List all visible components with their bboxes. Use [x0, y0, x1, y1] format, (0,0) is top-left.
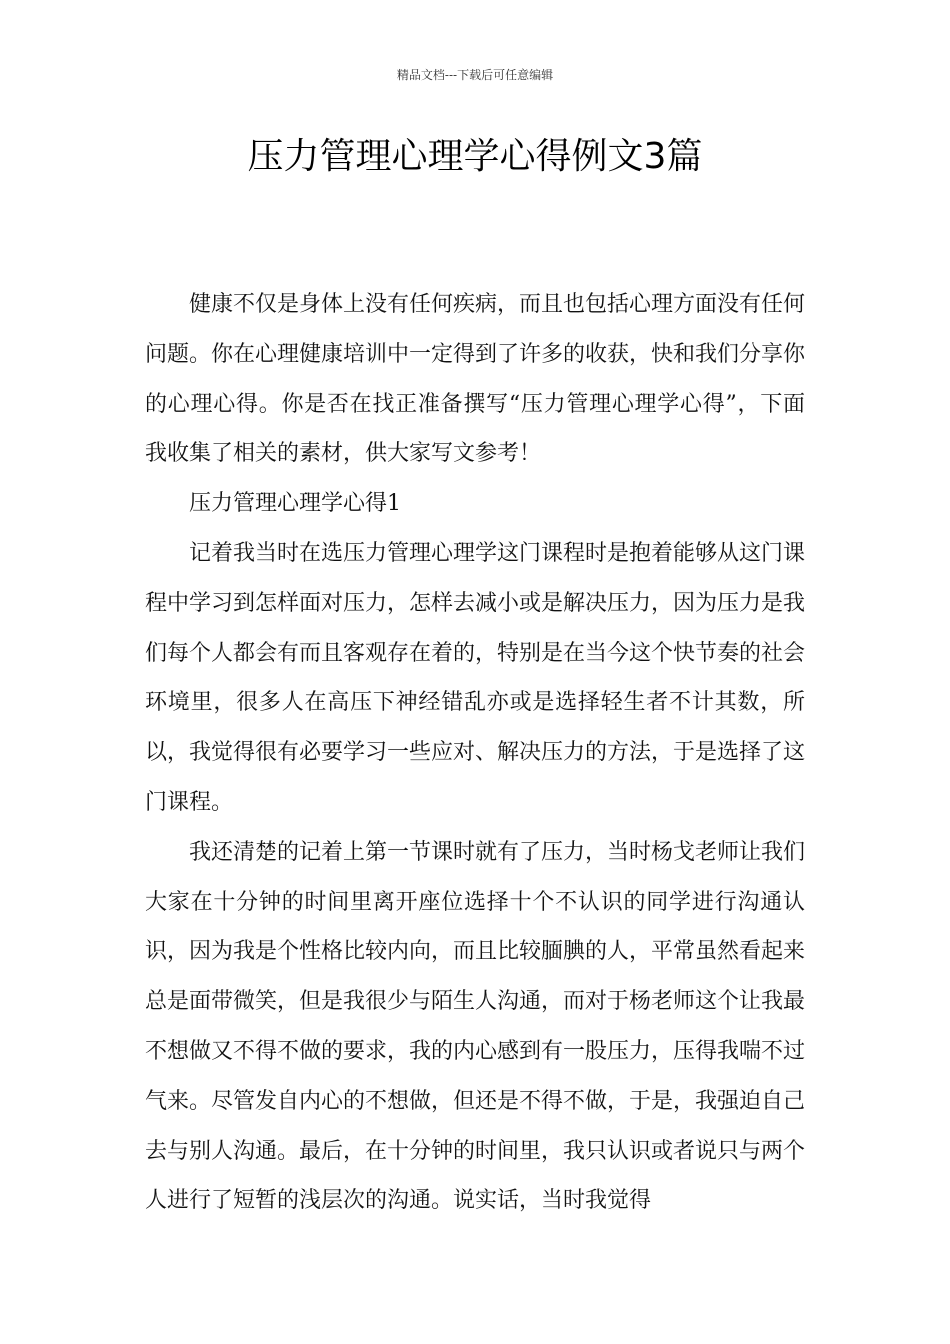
body-paragraph-2: 我还清楚的记着上第一节课时就有了压力，当时杨戈老师让我们大家在十分钟的时间里离开座位选择十个不认识的同学进行沟通认识，因为我是个性格比较内向，而且比较腼腆的人，平常虽然看起来总是面带微笑，但是我很少与陌生人沟通，而对于杨老师这个让我最不想做又不得不做的要求，我的内心感到有一股压力，压得我喘不过气来。尽管发自内心的不想做，但还是不得不做，于是，我强迫自己去与别人沟通。最后，在十分钟的时间里，我只认识或者说只与两个人进行了短暂的浅层次的沟通。说实话，当时我觉得 — [145, 839, 806, 1214]
intro-paragraph: 健康不仅是身体上没有任何疾病，而且也包括心理方面没有任何问题。你在心理健康培训中一定得到了许多的收获，快和我们分享你的心理心得。你是否在找正准备撰写“压力管理心理学心得”，下面我收集了相关的素材，供大家写文参考！ — [145, 292, 806, 467]
header-note: 精品文档---下载后可任意编辑 — [396, 68, 554, 82]
body-paragraph-1: 记着我当时在选压力管理心理学这门课程时是抱着能够从这门课程中学习到怎样面对压力，怎样去减小或是解决压力，因为压力是我们每个人都会有而且客观存在着的，特别是在当今这个快节奏的社会环境里，很多人在高压下神经错乱亦或是选择轻生者不计其数，所以，我觉得很有必要学习一些应对、解决压力的方法，于是选择了这门课程。 — [145, 540, 806, 815]
document-body — [145, 280, 805, 1226]
document-title: 压力管理心理学心得例文3篇 — [247, 136, 703, 177]
section-heading-1: 压力管理心理学心得1 — [189, 491, 401, 517]
